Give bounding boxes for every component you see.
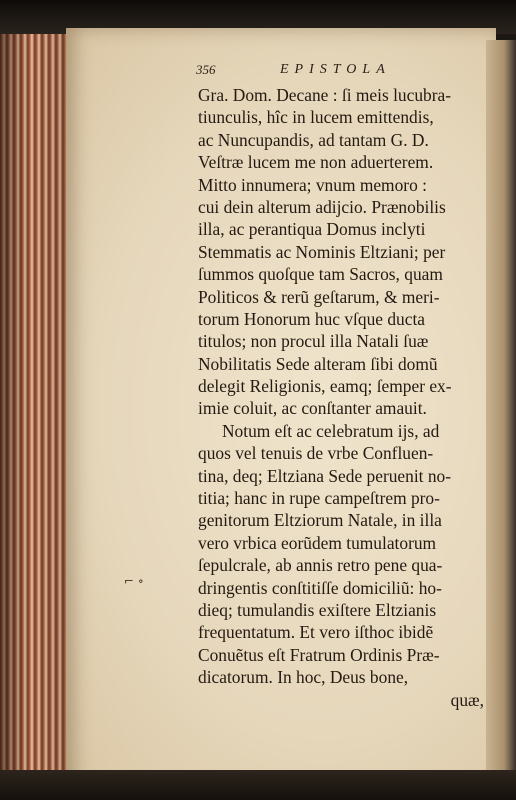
text-line: dicatorum. In hoc, Deus bone, <box>198 667 409 688</box>
book-edge-shadow <box>0 34 72 800</box>
text-line: tina, deq; Eltziana Sede peruenit no- <box>198 465 452 486</box>
bottom-dark-background <box>0 770 516 800</box>
page-number: 356 <box>196 62 216 77</box>
text-line: quos vel tenuis de vrbe Confluen- <box>198 443 434 464</box>
text-line: genitorum Eltziorum Natale, in illa <box>198 510 442 531</box>
text-line: ſummos quoſque tam Sacros, quam <box>198 264 443 285</box>
page-right-edge <box>486 40 516 800</box>
text-line: vero vrbica eorũdem tumulatorum <box>198 532 437 553</box>
text-line: imie coluit, ac conſtanter amauit. <box>198 398 427 419</box>
catchword: quæ, <box>450 689 484 710</box>
running-title: EPISTOLA <box>280 62 391 77</box>
text-line: titulos; non procul illa Natali ſuæ <box>198 331 429 352</box>
text-line: Gra. Dom. Decane : ſi meis lucubra- <box>198 85 452 105</box>
text-line: Mitto innumera; vnum memoro : <box>198 174 427 195</box>
text-line: Conuẽtus eſt Fratrum Ordinis Præ- <box>198 644 440 665</box>
text-line: Politicos & rerũ geſtarum, & meri- <box>198 286 440 307</box>
text-line: Veſtræ lucem me non aduerterem. <box>198 152 434 173</box>
body-text <box>198 84 484 711</box>
text-line: titia; hanc in rupe campeſtrem pro- <box>198 488 440 509</box>
text-line: ſepulcrale, ab annis retro pene qua- <box>198 555 443 576</box>
margin-marks: ⌐ ∘ <box>124 574 144 588</box>
text-line: dieq; tumulandis exiſtere Eltzianis <box>198 599 437 620</box>
page-header <box>196 62 446 82</box>
text-line: tiunculis, hîc in lucem emittendis, <box>198 107 434 128</box>
text-line: Notum eſt ac celebratum ijs, ad <box>222 420 440 441</box>
text-line: dringentis conſtitiſſe domiciliũ: ho- <box>198 577 442 598</box>
text-line: cui dein alterum adijcio. Prænobilis <box>198 196 446 217</box>
text-line: Stemmatis ac Nominis Eltziani; per <box>198 241 446 262</box>
text-line: ac Nuncupandis, ad tantam G. D. <box>198 129 429 150</box>
text-line: delegit Religionis, eamq; ſemper ex- <box>198 376 452 397</box>
text-line: illa, ac perantiqua Domus inclyti <box>198 219 426 240</box>
text-line: Nobilitatis Sede alteram ſibi domũ <box>198 353 438 374</box>
text-line: torum Honorum huc vſque ducta <box>198 308 425 329</box>
text-line: frequentatum. Et vero iſthoc ibidẽ <box>198 622 434 643</box>
